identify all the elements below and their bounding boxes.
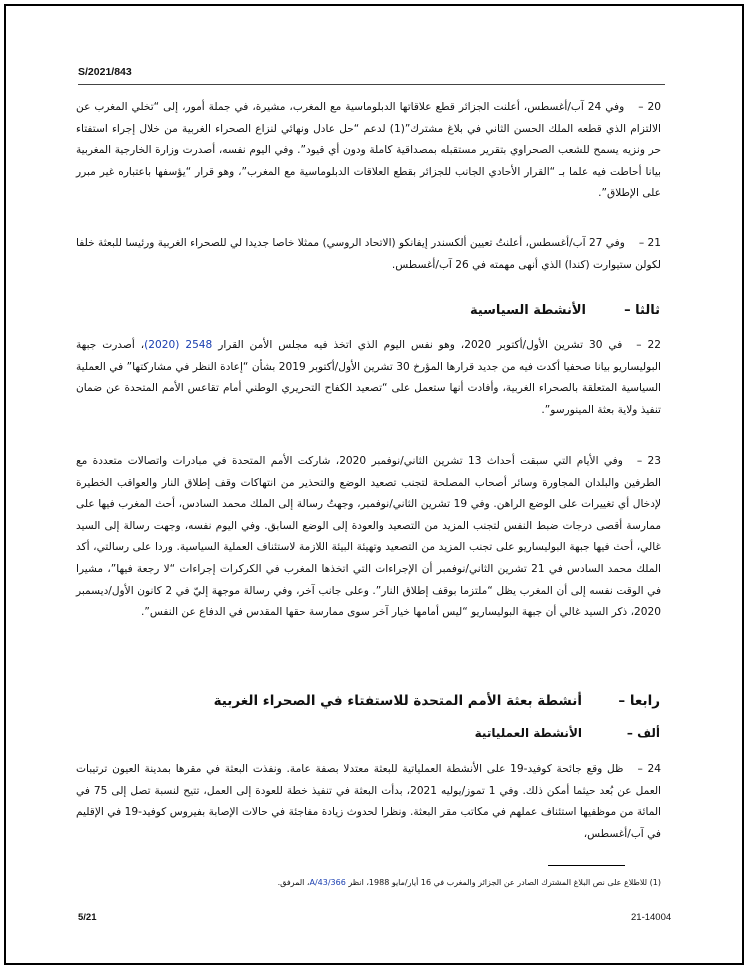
document-symbol: S/2021/843 bbox=[78, 66, 132, 78]
heading-label: رابعا – bbox=[618, 693, 660, 709]
paragraph-20 bbox=[76, 97, 661, 205]
paragraph-22 bbox=[76, 335, 661, 421]
paragraph-23 bbox=[76, 451, 661, 624]
paragraph-text: ظل وقع جائحة كوفيد-19 على الأنشطة العملياتية للبعثة معتدلا بصفة عامة. ونفذت البعثة في مقرها بمدينة العيون ترتيبات العمل عن بُعد حيثما أمكن ذلك. وفي 1 تموز/يوليه 2021، بدأت البعثة في تنفيذ خطة للعودة إلى العمل، تتيح لنسبة تصل إلى 75 في المائة من موظفيها استئناف عملهم في مكاتب مقر البعثة. ونظرا لحدوث زيادة مفاجئة في حالات الإصابة بفيروس كوفيد-19 في الإقليم في آب/أغسطس، bbox=[76, 763, 662, 840]
heading-title: الأنشطة العملياتية bbox=[474, 726, 582, 740]
heading-title: أنشطة بعثة الأمم المتحدة للاستفتاء في الصحراء الغربية bbox=[213, 693, 582, 709]
footnote-suffix: ، المرفق. bbox=[277, 878, 310, 887]
paragraph-number: 24 – bbox=[637, 763, 661, 775]
section-heading-political bbox=[470, 303, 660, 318]
paragraph-number: 22 – bbox=[636, 339, 661, 351]
footnote-document-link[interactable]: A/43/366 bbox=[309, 878, 346, 887]
subheading-operational bbox=[475, 726, 660, 740]
footnote-marker: (1) bbox=[649, 878, 661, 887]
paragraph-text: وفي 24 آب/أغسطس، أعلنت الجزائر قطع علاقاتها الدبلوماسية مع المغرب، مشيرة، في جملة أمور، إلى “تخلي المغرب عن الالتزام الذي قطعه الملك الحسن الثاني في بلاغ مشترك”(1) لدعم “حل عادل ونهائي لنزاع الصحراء الغربية من خلال إجراء استفتاء حر ونزيه يسمح للشعب الصحراوي بتقرير مستقبله بمصداقية كاملة ودون أي قيود”. وفي اليوم نفسه، أصدرت وزارة الخارجية المغربية بيانا أحاطت فيه علما بـ “القرار الأحادي الجانب للجزائر بقطع العلاقات الدبلوماسية مع المغرب”، وهو قرار “يؤسفها باعتباره غير مبرر على الإطلاق”. bbox=[76, 101, 661, 200]
heading-title: الأنشطة السياسية bbox=[469, 303, 586, 318]
page-number: 5/21 bbox=[78, 912, 97, 923]
resolution-link[interactable]: 2548 (2020) bbox=[144, 339, 213, 351]
footnote bbox=[101, 877, 661, 889]
paragraph-number: 23 – bbox=[636, 455, 661, 467]
footnote-rule bbox=[548, 865, 625, 866]
header-rule bbox=[78, 84, 665, 85]
heading-label: ثالثا – bbox=[624, 303, 660, 318]
section-heading-minurso bbox=[214, 693, 660, 709]
paragraph-24 bbox=[76, 759, 661, 845]
paragraph-number: 20 – bbox=[638, 101, 661, 113]
paragraph-text: ، أصدرت جبهة البوليساريو بيانا صحفيا أكدت فيه من جديد قرارها المؤرخ 30 تشرين الأول/أكتوبر 2019 بشأن “إعادة النظر في مشاركتها” في العملية السياسية المتعلقة بالصحراء الغربية، وأفادت أنها ستعمل على “تصعيد الكفاح التحريري الوطني أمام تقاعس الأمم المتحدة عن ضمان تنفيذ ولاية بعثة المينورسو”. bbox=[76, 339, 661, 416]
heading-label: ألف – bbox=[626, 726, 660, 740]
paragraph-number: 21 – bbox=[638, 237, 661, 249]
paragraph-21 bbox=[76, 233, 661, 276]
paragraph-text: وفي الأيام التي سبقت أحداث 13 تشرين الثاني/نوفمبر 2020، شاركت الأمم المتحدة في مبادرات واتصالات متعددة مع الطرفين والبلدان المجاورة وسائر أصحاب المصلحة لتجنب تصعيد الوضع والتحذير من انتهاكات وقف إطلاق النار والعواقب الخطيرة لإدخال أي تغييرات على الوضع الراهن. وفي 19 تشرين الثاني/نوفمبر، وجهتُ رسالة إلى الملك محمد السادس، أحث المغرب فيها على ممارسة أقصى درجات ضبط النفس لتجنب المزيد من التصعيد والعودة إلى الوضع السابق. وفي اليوم نفسه، وجهت رسالة إلى السيد غالي، أحث فيها جبهة البوليساريو على تجنب المزيد من التصعيد وتهيئة البيئة اللازمة لاستئناف العملية السياسية. وردا على رسالتي، أكد الملك محمد السادس في 21 تشرين الثاني/نوفمبر أن الإجراءات التي اتخذها المغرب في الكركرات إجراءات “لا رجعة فيها”، مشيرا في الوقت نفسه إلى أن المغرب يظل “ملتزما بوقف إطلاق النار”. وعلى جانب آخر، وفي رسالة موجهة إليّ في 2 كانون الأول/ديسمبر 2020، ذكر السيد غالي أن جبهة البوليساريو “ليس أمامها خيار آخر سوى ممارسة حقها المقدس في الدفاع عن النفس”. bbox=[76, 455, 662, 619]
footnote-text: للاطلاع على نص البلاغ المشترك الصادر عن الجزائر والمغرب في 16 أيار/مايو 1988، انظر bbox=[348, 878, 648, 887]
document-code: 21-14004 bbox=[631, 912, 672, 923]
paragraph-text: وفي 27 آب/أغسطس، أعلنتُ تعيين ألكسندر إيفانكو (الاتحاد الروسي) ممثلا خاصا جديدا لي للصحراء الغربية ورئيسا للبعثة خلفا لكولن ستيوارت (كندا) الذي أنهى مهمته في 26 آب/أغسطس. bbox=[76, 237, 661, 271]
paragraph-text: في 30 تشرين الأول/أكتوبر 2020، وهو نفس اليوم الذي اتخذ فيه مجلس الأمن القرار bbox=[212, 339, 623, 351]
